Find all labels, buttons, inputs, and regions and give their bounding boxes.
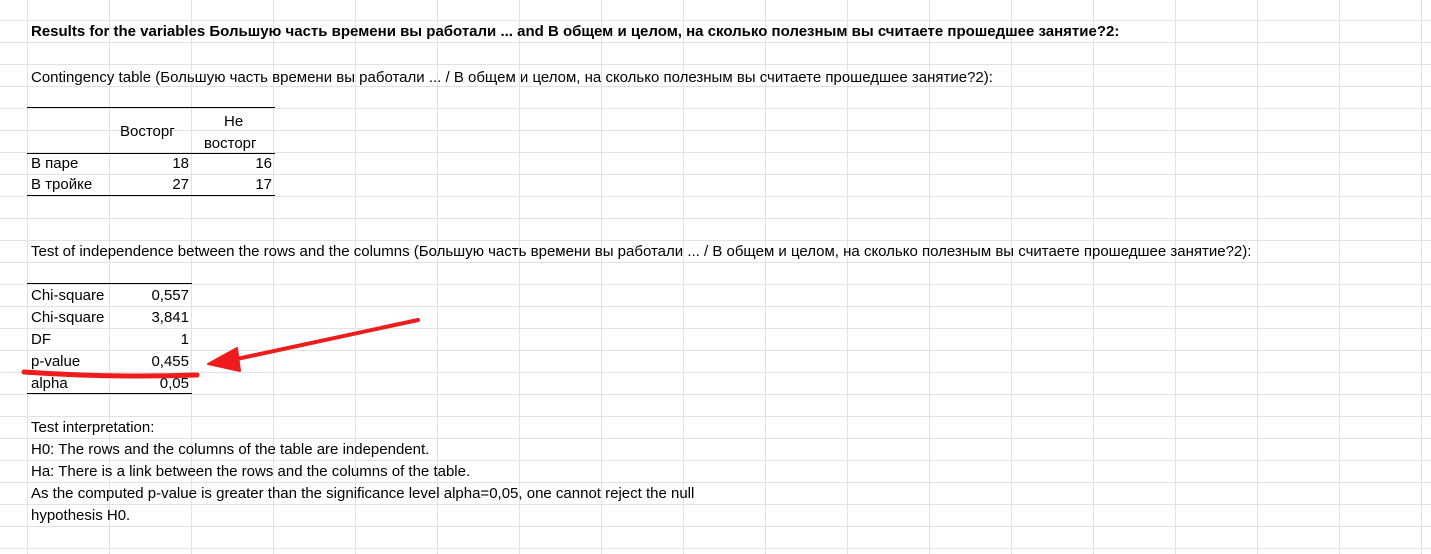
col-header-ne: Не (224, 113, 244, 130)
stat-value-chi-square: 0,557 (151, 287, 189, 304)
stat-label-chi-square-critical: Chi-square (31, 309, 105, 326)
contingency-caption: Contingency table (Большую часть времени вы работали ... / В общем и целом, на сколько полезным вы считаете прошедшее занятие?2): (31, 69, 993, 86)
stat-label-df: DF (31, 331, 51, 348)
stat-label-p-value: p-value (31, 353, 81, 370)
stat-value-chi-square-critical: 3,841 (151, 309, 189, 326)
cell-v-pare-ne-vostorg: 16 (255, 155, 272, 172)
interpretation-conclusion-line2: hypothesis H0. (31, 507, 131, 524)
row-label-v-pare: В паре (31, 155, 79, 172)
stat-value-alpha: 0,05 (159, 375, 189, 392)
stat-label-alpha: alpha (31, 375, 68, 392)
row-label-v-troike: В тройке (31, 176, 93, 193)
arrow-shaft-annotation (232, 320, 418, 360)
cell-v-pare-vostorg: 18 (172, 155, 189, 172)
interpretation-ha: Ha: There is a link between the rows and the columns of the table. (31, 463, 471, 480)
stat-value-p-value: 0,455 (151, 353, 189, 370)
results-title: Results for the variables Большую часть времени вы работали ... and В общем и целом, на сколько полезным вы считаете прошедшее занятие?2: (31, 23, 1120, 40)
stat-value-df: 1 (180, 331, 189, 348)
col-header-vostorg: Восторг (120, 123, 175, 140)
arrow-head-annotation (208, 348, 240, 371)
cell-v-troike-ne-vostorg: 17 (255, 176, 272, 193)
col-header-vostorg-2: восторг (204, 135, 257, 152)
interpretation-h0: H0: The rows and the columns of the table are independent. (31, 441, 430, 458)
interpretation-heading: Test interpretation: (31, 419, 155, 436)
independence-caption: Test of independence between the rows and the columns (Большую часть времени вы работали ... / В общем и целом, на сколько полезным вы считаете прошедшее занятие?2): (31, 243, 1252, 260)
cell-v-troike-vostorg: 27 (172, 176, 189, 193)
interpretation-conclusion-line1: As the computed p-value is greater than the significance level alpha=0,05, one cannot reject the null (31, 485, 695, 502)
stat-label-chi-square: Chi-square (31, 287, 105, 304)
underline-annotation (24, 372, 197, 376)
